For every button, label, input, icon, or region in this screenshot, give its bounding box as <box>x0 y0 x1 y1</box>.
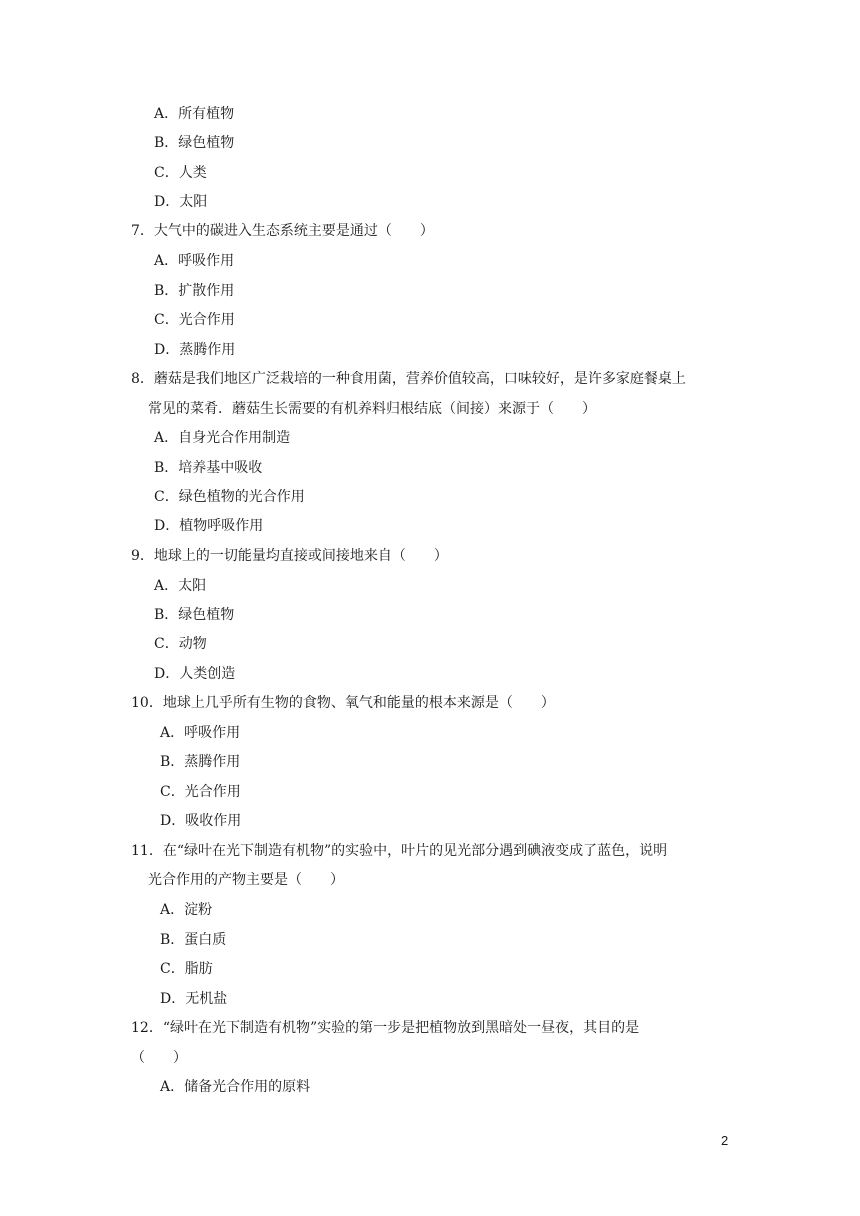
q9-option-d: D．人类创造 <box>154 666 236 682</box>
q11-stem-line2: 光合作用的产物主要是（ ） <box>148 872 344 888</box>
q10-option-a: A．呼吸作用 <box>160 725 241 741</box>
q7-option-c: C．光合作用 <box>154 312 235 328</box>
q11-option-a: A．淀粉 <box>160 902 213 918</box>
q7-option-d: D．蒸腾作用 <box>154 342 236 358</box>
q6-option-c: C．人类 <box>154 165 207 181</box>
q8-option-c: C．绿色植物的光合作用 <box>154 489 305 505</box>
q12-stem-line1: 12．“绿叶在光下制造有机物”实验的第一步是把植物放到黑暗处一昼夜，其目的是 <box>131 1020 640 1036</box>
q6-option-a: A．所有植物 <box>154 106 235 122</box>
q6-option-b: B．绿色植物 <box>154 135 235 151</box>
q7-option-a: A．呼吸作用 <box>154 253 235 269</box>
q10-option-b: B．蒸腾作用 <box>160 754 241 770</box>
q8-option-d: D．植物呼吸作用 <box>154 518 264 534</box>
q9-option-b: B．绿色植物 <box>154 607 235 623</box>
page-number: 2 <box>721 1133 729 1148</box>
q11-option-b: B．蛋白质 <box>160 932 227 948</box>
q8-stem-line1: 8．蘑菇是我们地区广泛栽培的一种食用菌，营养价值较高，口味较好，是许多家庭餐桌上 <box>131 371 686 387</box>
q9-option-a: A．太阳 <box>154 578 207 594</box>
q8-option-b: B．培养基中吸收 <box>154 460 263 476</box>
q12-stem-line2: （ ） <box>131 1050 187 1066</box>
q10-stem: 10．地球上几乎所有生物的食物、氧气和能量的根本来源是（ ） <box>131 695 555 711</box>
q11-stem-line1: 11．在“绿叶在光下制造有机物”的实验中，叶片的见光部分遇到碘液变成了蓝色，说明 <box>131 843 668 859</box>
q7-option-b: B．扩散作用 <box>154 283 235 299</box>
q8-option-a: A．自身光合作用制造 <box>154 430 291 446</box>
q11-option-d: D．无机盐 <box>160 991 228 1007</box>
q10-option-c: C．光合作用 <box>160 784 241 800</box>
q9-option-c: C．动物 <box>154 636 207 652</box>
q6-option-d: D．太阳 <box>154 194 208 210</box>
q11-option-c: C．脂肪 <box>160 961 213 977</box>
q8-stem-line2: 常见的菜肴．蘑菇生长需要的有机养料归根结底（间接）来源于（ ） <box>148 401 596 417</box>
q9-stem: 9．地球上的一切能量均直接或间接地来自（ ） <box>131 548 448 564</box>
q12-option-a: A．储备光合作用的原料 <box>160 1079 311 1095</box>
q10-option-d: D．吸收作用 <box>160 813 242 829</box>
q7-stem: 7．大气中的碳进入生态系统主要是通过（ ） <box>131 223 434 239</box>
